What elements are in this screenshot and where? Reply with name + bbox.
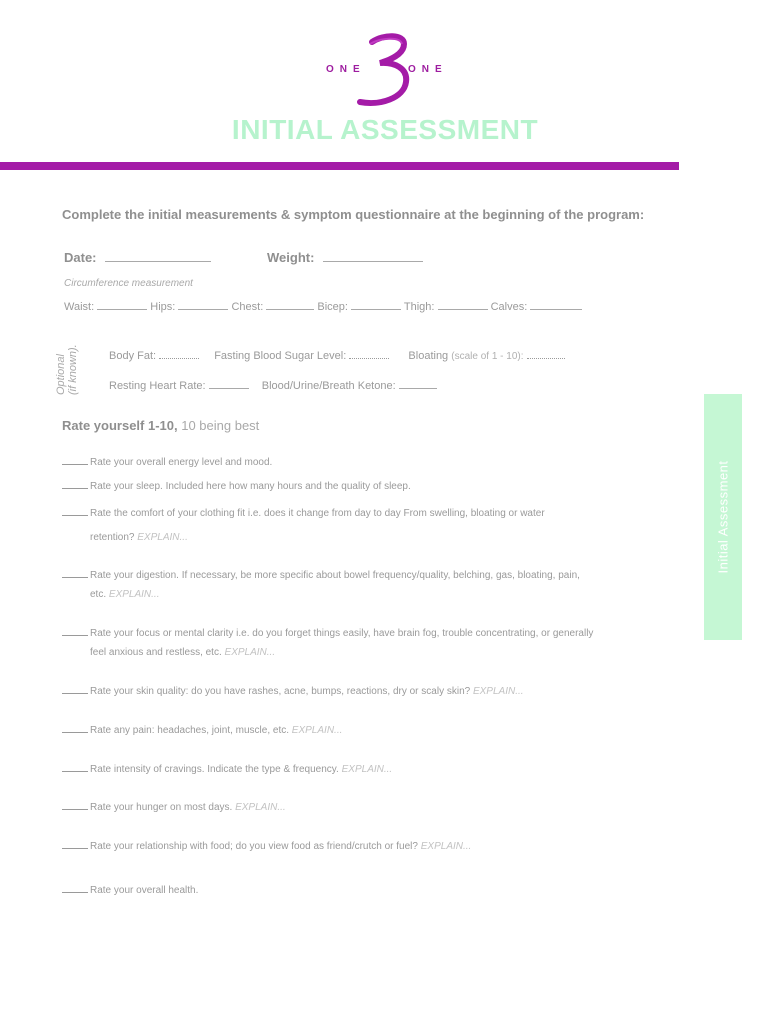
measurements-row bbox=[64, 301, 582, 313]
logo-word-right: ONE bbox=[408, 64, 448, 75]
continuation-text: feel anxious and restless, etc. bbox=[90, 647, 222, 658]
question-text: Rate your skin quality: do you have rashes, acne, bumps, reactions, dry or scaly skin? bbox=[90, 686, 471, 697]
continuation-text: retention? bbox=[90, 532, 135, 543]
logo-word-left: ONE bbox=[326, 64, 366, 75]
question-item bbox=[62, 566, 672, 604]
rating-blank[interactable] bbox=[62, 577, 88, 578]
question-text: Rate your overall health. bbox=[90, 885, 199, 896]
rating-blank[interactable] bbox=[62, 488, 88, 489]
rating-blank[interactable] bbox=[62, 892, 88, 893]
rate-heading-bold: Rate yourself 1-10, bbox=[62, 418, 178, 433]
optional-label bbox=[55, 344, 79, 395]
question-item bbox=[62, 502, 672, 550]
continuation-text: etc. bbox=[90, 589, 107, 600]
question-text: Rate your overall energy level and mood. bbox=[90, 457, 273, 468]
rating-blank[interactable] bbox=[62, 771, 88, 772]
hips-label: Hips: bbox=[150, 301, 176, 313]
rating-blank[interactable] bbox=[62, 848, 88, 849]
question-item bbox=[62, 477, 672, 496]
optional-row-2 bbox=[109, 380, 437, 392]
date-label: Date: bbox=[64, 250, 97, 265]
question-text: Rate the comfort of your clothing fit i.e. does it change from day to day From swelling, bloating or water bbox=[90, 508, 545, 519]
question-item bbox=[62, 837, 672, 856]
question-continuation bbox=[62, 526, 672, 550]
calves-line[interactable] bbox=[530, 308, 582, 310]
circumference-label: Circumference measurement bbox=[64, 278, 193, 289]
body-fat-line[interactable] bbox=[159, 357, 199, 359]
rating-blank[interactable] bbox=[62, 515, 88, 516]
optional-line-2: (if known). bbox=[67, 344, 79, 395]
intro-text: Complete the initial measurements & symptom questionnaire at the beginning of the program: bbox=[62, 207, 645, 222]
question-text: Rate your focus or mental clarity i.e. do you forget things easily, have brain fog, trouble concentrating, or generally bbox=[90, 628, 594, 639]
thigh-line[interactable] bbox=[438, 308, 488, 310]
question-item bbox=[62, 798, 672, 817]
heart-rate-label: Resting Heart Rate: bbox=[109, 380, 206, 392]
bicep-line[interactable] bbox=[351, 308, 401, 310]
optional-line-1: Optional bbox=[55, 354, 67, 395]
fasting-line[interactable] bbox=[349, 357, 389, 359]
explain-prompt: EXPLAIN... bbox=[472, 686, 524, 697]
explain-prompt: EXPLAIN... bbox=[137, 532, 188, 543]
explain-prompt: EXPLAIN... bbox=[291, 725, 343, 736]
bloating-line[interactable] bbox=[527, 357, 565, 359]
rating-blank[interactable] bbox=[62, 809, 88, 810]
heart-rate-line[interactable] bbox=[209, 387, 249, 389]
date-field[interactable] bbox=[64, 249, 211, 267]
question-text: Rate your sleep. Included here how many hours and the quality of sleep. bbox=[90, 481, 411, 492]
question-item bbox=[62, 624, 672, 662]
ketone-line[interactable] bbox=[399, 387, 437, 389]
explain-prompt: EXPLAIN... bbox=[108, 589, 160, 600]
side-tab bbox=[704, 394, 742, 640]
question-text: Rate your hunger on most days. bbox=[90, 802, 233, 813]
accent-divider bbox=[0, 162, 679, 170]
question-item bbox=[62, 682, 672, 701]
ketone-label: Blood/Urine/Breath Ketone: bbox=[261, 380, 396, 392]
body-fat-label: Body Fat: bbox=[109, 350, 157, 362]
rating-blank[interactable] bbox=[62, 635, 88, 636]
bloating-label: Bloating bbox=[408, 350, 449, 362]
question-item bbox=[62, 453, 672, 472]
weight-field[interactable] bbox=[267, 249, 423, 267]
page-title: INITIAL ASSESSMENT bbox=[231, 114, 539, 145]
chest-label: Chest: bbox=[231, 301, 264, 313]
question-item bbox=[62, 881, 672, 900]
side-tab-label: Initial Assessment bbox=[715, 460, 731, 574]
explain-prompt: EXPLAIN... bbox=[420, 841, 472, 852]
thigh-label: Thigh: bbox=[403, 301, 435, 313]
question-item bbox=[62, 760, 672, 779]
weight-label: Weight: bbox=[267, 250, 315, 265]
question-text: Rate your digestion. If necessary, be more specific about bowel frequency/quality, belching, gas, bloating, pain, bbox=[90, 570, 580, 581]
rate-heading-rest: 10 being best bbox=[177, 418, 260, 433]
question-text: Rate any pain: headaches, joint, muscle, etc. bbox=[90, 725, 290, 736]
calves-label: Calves: bbox=[490, 301, 528, 313]
question-text: Rate intensity of cravings. Indicate the type & frequency. bbox=[90, 764, 339, 775]
bloating-scale: (scale of 1 - 10): bbox=[451, 351, 524, 362]
weight-line[interactable] bbox=[323, 260, 423, 262]
hips-line[interactable] bbox=[178, 308, 228, 310]
chest-line[interactable] bbox=[266, 308, 314, 310]
date-line[interactable] bbox=[105, 260, 211, 262]
brand-logo bbox=[320, 32, 450, 110]
waist-label: Waist: bbox=[64, 301, 95, 313]
bicep-label: Bicep: bbox=[317, 301, 348, 313]
question-text: Rate your relationship with food; do you view food as friend/crutch or fuel? bbox=[90, 841, 418, 852]
question-item bbox=[62, 721, 672, 740]
rating-blank[interactable] bbox=[62, 732, 88, 733]
fasting-label: Fasting Blood Sugar Level: bbox=[214, 350, 347, 362]
explain-prompt: EXPLAIN... bbox=[235, 802, 286, 813]
rate-heading bbox=[62, 418, 259, 433]
question-continuation bbox=[62, 585, 672, 604]
explain-prompt: EXPLAIN... bbox=[224, 647, 276, 658]
rating-blank[interactable] bbox=[62, 464, 88, 465]
explain-prompt: EXPLAIN... bbox=[341, 764, 393, 775]
waist-line[interactable] bbox=[97, 308, 147, 310]
optional-row-1 bbox=[109, 350, 565, 362]
question-continuation bbox=[62, 643, 672, 662]
rating-blank[interactable] bbox=[62, 693, 88, 694]
